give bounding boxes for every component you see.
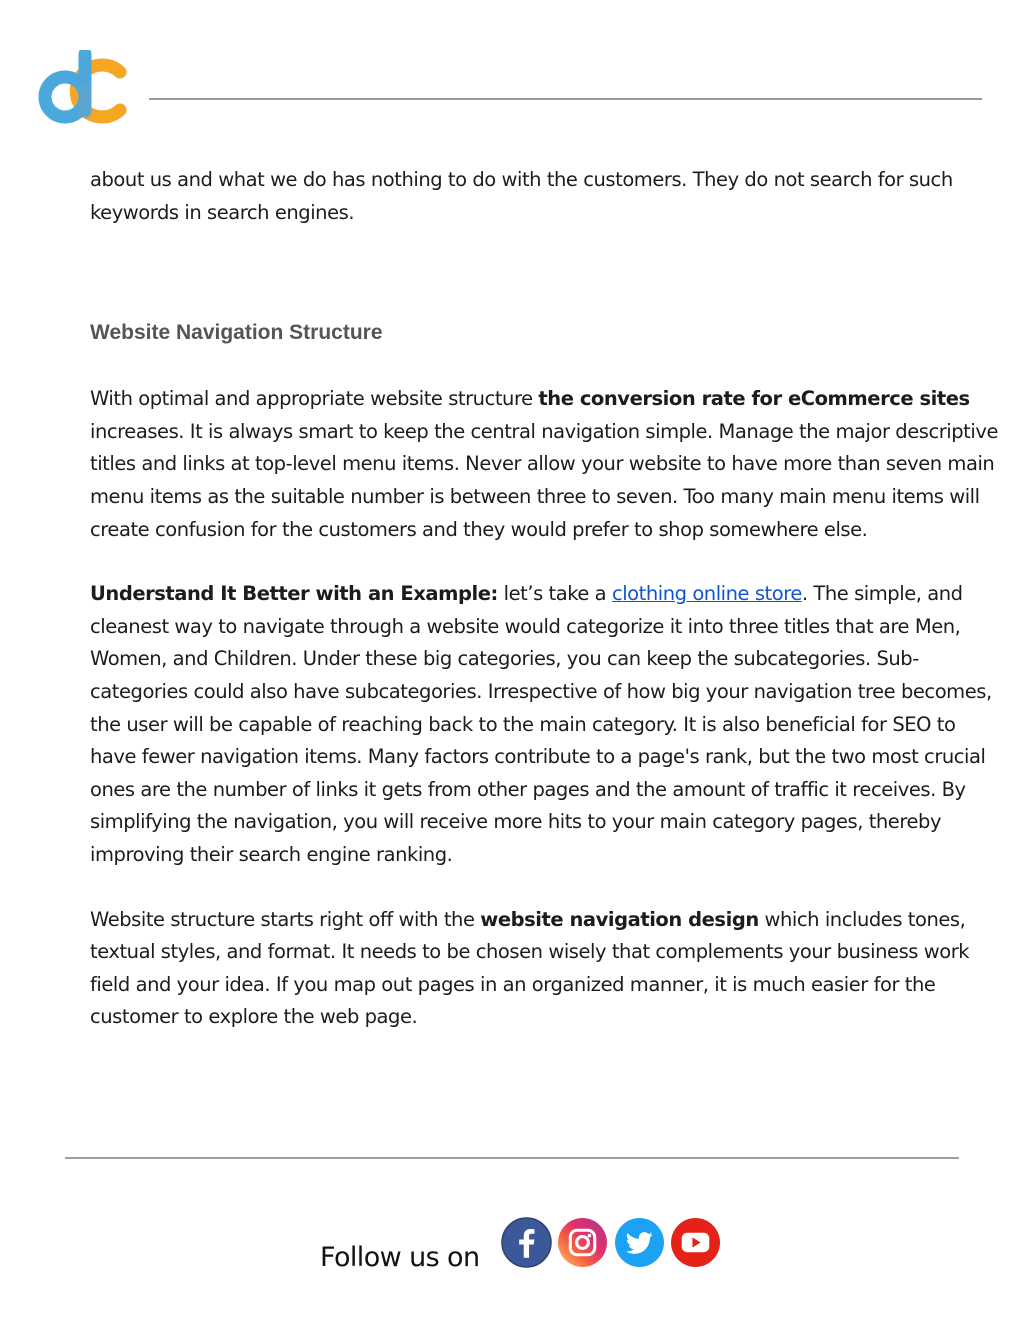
example-bold-lead: Understand It Better with an Example: <box>90 582 498 606</box>
design-text-start: Website structure starts right off with the <box>90 907 481 931</box>
structure-text-end: increases. It is always smart to keep the central navigation simple. Manage the major descriptive titles and links at top-level menu items. Never allow your website to have more than seven main menu items as the suitable number is between three to seven. Too many main menu items will create confusion for the customers and they would prefer to shop somewhere else. <box>90 419 998 541</box>
instagram-icon[interactable] <box>557 1217 608 1268</box>
design-text-end: which includes tones, textual styles, and format. It needs to be chosen wisely that complements your business work field and your idea. If you map out pages in an organized manner, it is much easier for the customer to explore the web page. <box>90 907 970 1029</box>
design-paragraph <box>90 904 1002 1034</box>
intro-text: about us and what we do has nothing to do with the customers. They do not search for such keywords in search engines. <box>90 168 953 224</box>
twitter-icon[interactable] <box>614 1217 665 1268</box>
facebook-icon[interactable] <box>501 1217 552 1268</box>
structure-paragraph <box>90 383 1002 546</box>
section-heading: Website Navigation Structure <box>90 321 383 345</box>
header-divider <box>149 98 982 100</box>
footer-divider <box>65 1157 959 1159</box>
intro-paragraph <box>90 164 1002 229</box>
youtube-icon[interactable] <box>670 1217 721 1268</box>
follow-us-label: Follow us on <box>320 1242 480 1273</box>
design-bold-text: website navigation design <box>480 907 759 931</box>
example-text-start: let’s take a <box>497 582 612 606</box>
document-body <box>90 164 1002 1034</box>
example-text-end: . The simple, and cleanest way to navigate through a website would categorize it into three titles that are Men, Women, and Children. Under these big categories, you can keep the subcategories. Sub-categories could also have subcategories. Irrespective of how big your navigation tree becomes, the user will be capable of reaching back to the main category. It is also beneficial for SEO to have fewer navigation items. Many factors contribute to a page's rank, but the two most crucial ones are the number of links it gets from other pages and the amount of traffic it receives. By simplifying the navigation, you will receive more hits to your main category pages, thereby improving their search engine ranking. <box>90 582 992 866</box>
dc-logo-icon <box>38 50 130 124</box>
example-paragraph <box>90 578 1002 871</box>
structure-bold-text: the conversion rate for eCommerce sites <box>538 387 970 411</box>
clothing-store-link[interactable]: clothing online store <box>611 582 802 606</box>
structure-text-start: With optimal and appropriate website structure <box>90 387 539 411</box>
